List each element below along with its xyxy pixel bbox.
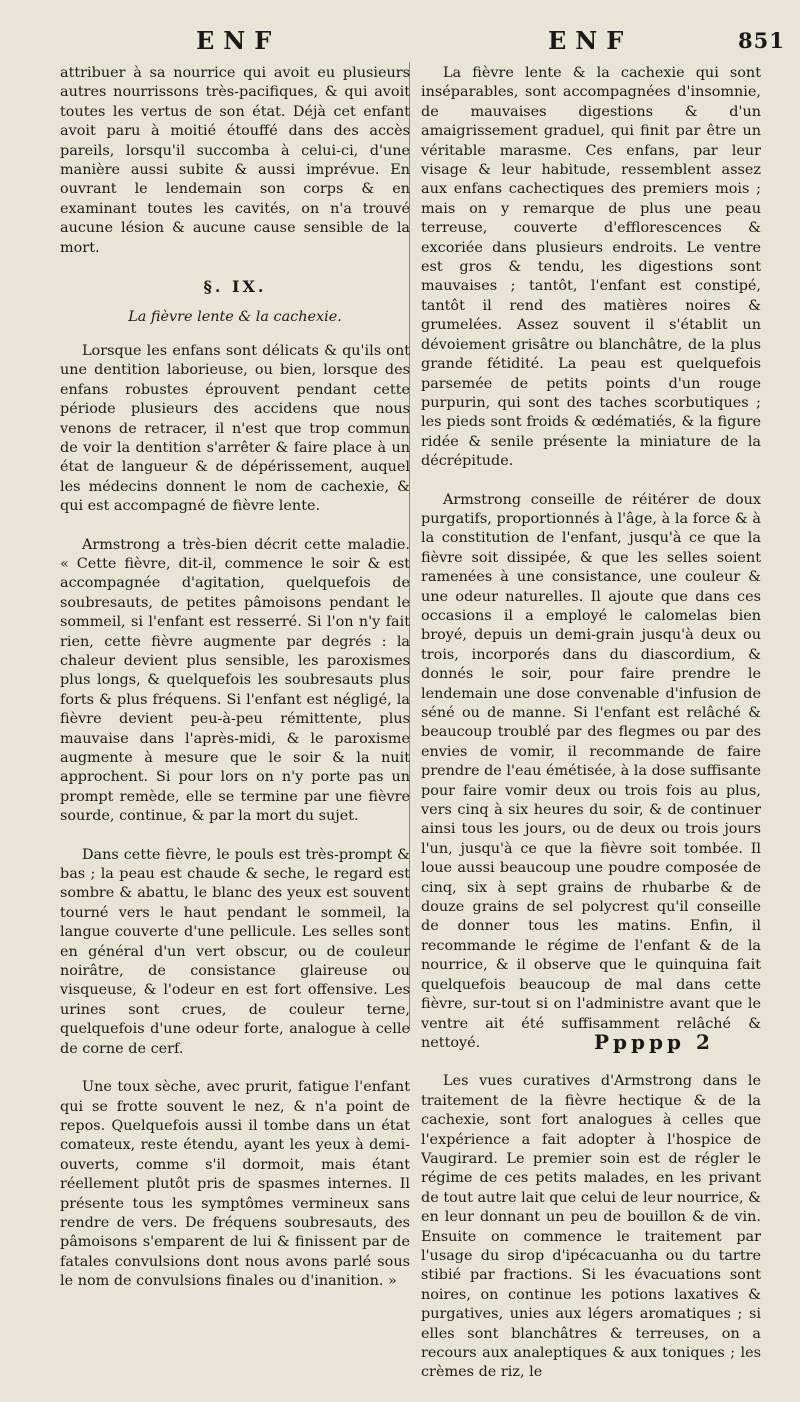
signature-mark: Ppppp 2: [594, 1030, 714, 1054]
section-heading: §. IX.: [203, 277, 267, 297]
page-number: 851: [738, 28, 785, 53]
paragraph: Une toux sèche, avec prurit, fatigue l'enfant qui se frotte souvent le nez, & n'a point de repos. Quelquefois aussi il tombe dans un état comateux, reste étendu, ayant les yeux à demi-ouverts, comme s'il dormoit, mais étant réellement plutôt pris de spasmes internes. Il présente tous les symptômes vermineux sans rendre de vers. De fréquens soubresauts, des pâmoisons s'emparent de lui & finissent par de fatales convulsions dont nous avons parlé sous le nom de convulsions finales ou d'inanition. »: [60, 1079, 410, 1290]
paragraph: La fièvre lente & la cachexie qui sont inséparables, sont accompagnées d'insomnie, de mauvaises digestions & d'un amaigrissement graduel, qui finit par être un véritable marasme. Ces enfans, par leur visage & leur habitude, ressemblent assez aux enfans cachectiques des premiers mois ; mais on y remarque de plus une peau terreuse, couverte d'efflorescences & excoriée dans plusieurs endroits. Le ventre est gros & tendu, les digestions sont mauvaises ; tantôt, l'enfant est constipé, tantôt il rend des matières noires & grumelées. Assez souvent il s'établit un dévoiement grisâtre ou blanchâtre, de la plus grande fétidité. La peau est quelquefois parsemée de petits points d'un rouge purpurin, qui sont des taches scorbutiques ; les pieds sont froids & œdématiés, & la figure ridée & senile présente la miniature de la décrépitude.: [421, 65, 761, 470]
paragraph: Dans cette fièvre, le pouls est très-prompt & bas ; la peau est chaude & seche, le regard est sombre & abattu, le blanc des yeux est souvent tourné vers le haut pendant le sommeil, la langue couverte d'une pellicule. Les selles sont en général d'un vert obscur, ou de couleur noirâtre, de consistance glaireuse ou visqueuse, & l'odeur en est fort offensive. Les urines sont crues, de couleur terne, quelquefois d'une odeur forte, analogue à celle de corne de cerf.: [60, 846, 410, 1057]
paragraph: Les vues curatives d'Armstrong dans le traitement de la fièvre hectique & de la cachexie, sont fort analogues à celles que l'expérience a fait adopter à l'hospice de Vaugirard. Le premier soin est de régler le régime de ces petits malades, en les privant de tout autre lait que celui de leur nourrice, & en leur donnant un peu de bouillon & de vin. Ensuite on commence le traitement par l'usage du sirop d'ipécacuanha ou du tartre stibié par fractions. Si les évacuations sont noires, on continue les potions laxatives & purgatives, unies aux légers aromatiques ; si elles sont blanchâtres & terreuses, on a recours aux analeptiques & aux toniques ; les crèmes de riz, le: [421, 1073, 761, 1381]
paragraph: Armstrong conseille de réitérer de doux purgatifs, proportionnés à l'âge, à la force & à la constitution de l'enfant, jusqu'à ce que la fièvre soit dissipée, & que les selles soient ramenées à une consistance, une couleur & une odeur naturelles. Il ajoute que dans ces occasions il a employé le calomelas bien broyé, depuis un demi-grain jusqu'à deux ou trois, incorporés dans du diascordium, & donnés le soir, pour faire prendre le lendemain une dose convenable d'infusion de séné ou de manne. Si l'enfant est relâché & beaucoup troublé par des flegmes ou par des envies de vomir, il recommande de faire prendre de l'eau émétisée, à la dose suffisante pour faire vomir deux ou trois fois au plus, vers cinq à six heures du soir, & de continuer ainsi tous les jours, ou de deux ou trois jours l'un, jusqu'à ce que la fièvre soit tombée. Il loue aussi beaucoup une poudre composée de cinq, six à sept grains de rhubarbe & de douze grains de sel polycrest qu'il conseille de donner tous les matins. Enfin, il recommande le régime de l'enfant & de la nourrice, & il observe que le quinquina fait quelquefois beaucoup de mal dans cette fièvre, sur-tout si on l'administre avant que le ventre ait été suffisamment relâché & nettoyé.: [421, 491, 761, 1051]
paragraph: attribuer à sa nourrice qui avoit eu plusieurs autres nourrissons très-pacifiques, & qui avoit toutes les vertus de son état. Déjà cet enfant avoit paru à moitié étouffé dans des accès pareils, lorsqu'il succomba à celui-ci, d'une manière aussi subite & aussi imprévue. En ouvrant le lendemain son corps & en examinant toutes les cavités, on n'a trouvé aucune lésion & aucune cause sensible de la mort.: [60, 65, 410, 256]
right-column: [421, 64, 761, 1402]
paragraph: Lorsque les enfans sont délicats & qu'ils ont une dentition laborieuse, ou bien, lorsque des enfans robustes éprouvent pendant cette période plusieurs des accidens que nous venons de retracer, il n'est que trop commun de voir la dentition s'arrêter & faire place à un état de langueur & de dépérissement, auquel les médecins donnent le nom de cachexie, & qui est accompagné de fièvre lente.: [60, 342, 410, 515]
left-column: [60, 64, 410, 1311]
paragraph: Armstrong a très-bien décrit cette maladie. « Cette fièvre, dit-il, commence le soir & est accompagnée d'agitation, quelquefois de soubresauts, de petites pâmoisons pendant le sommeil, si l'enfant est resserré. Si l'on n'y fait rien, cette fièvre augmente par degrés : la chaleur devient plus sensible, les paroxismes plus longs, & quelquefois les soubresauts plus forts & plus fréquens. Si l'enfant est négligé, la fièvre devient peu-à-peu rémittente, plus mauvaise dans l'après-midi, & le paroxisme augmente à mesure que le soir & la nuit approchent. Si pour lors on n'y porte pas un prompt remède, elle se termine par une fièvre sourde, continue, & par la mort du sujet.: [60, 536, 410, 825]
running-head-right: ENF: [548, 26, 633, 55]
section-subtitle: La fièvre lente & la cachexie.: [128, 309, 342, 326]
running-head-left: ENF: [196, 26, 281, 55]
